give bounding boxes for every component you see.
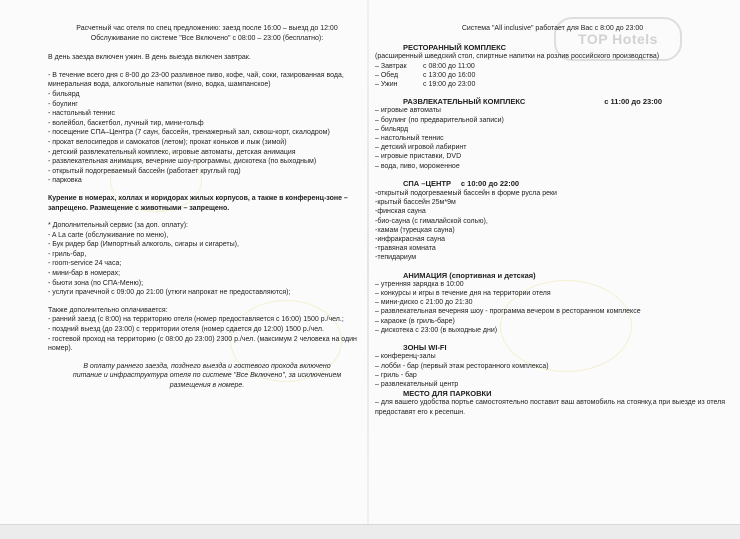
list-item: – настольный теннис xyxy=(375,135,444,143)
entertainment-title: РАЗВЛЕКАТЕЛЬНЫЙ КОМПЛЕКС xyxy=(403,97,526,107)
entertainment-header xyxy=(375,97,730,106)
list-item: - услуги прачечной с 09:00 до 21:00 (утюги напрокат не предоставляются); xyxy=(48,289,291,297)
wifi-list xyxy=(375,352,730,389)
list-item: - мини-бар в номерах; xyxy=(48,270,121,278)
meal-name: – Обед xyxy=(375,71,399,79)
list-item: - детский развлекательный комплекс, игровые автоматы, детская анимация xyxy=(48,148,296,156)
list-item: -хамам (турецкая сауна) xyxy=(375,226,455,234)
meal-time: с 19:00 до 23:00 xyxy=(423,81,476,89)
list-item: - гриль-бар, xyxy=(48,250,87,258)
list-item: -финская сауна xyxy=(375,208,426,216)
list-item: - бильярд xyxy=(48,90,80,98)
meal-name: – Ужин xyxy=(375,81,398,89)
list-item: - боулинг xyxy=(48,100,78,108)
meal-time: с 13:00 до 16:00 xyxy=(423,71,476,79)
restaurant-subtitle: (расширенный шведский стол, спиртные напитки на розлив российского производства) xyxy=(375,53,660,61)
list-item: – конкурсы и игры в течение дня на территории отеля xyxy=(375,290,551,298)
meal-row xyxy=(375,71,730,80)
intro-line: Обслуживание по системе "Все Включено" с 08:00 – 23:00 (бесплатно): xyxy=(90,34,324,42)
list-item: - волейбол, баскетбол, лучный тир, мини-гольф xyxy=(48,119,204,127)
entertainment-hours: с 11:00 до 23:00 xyxy=(604,97,662,107)
arrival-note: В день заезда включен ужин. В день выезда включен завтрак. xyxy=(48,54,251,62)
all-inclusive-hours: Система "All inclusive" работает для Вас с 8:00 до 23:00 xyxy=(461,25,644,32)
list-item: -инфракрасная сауна xyxy=(375,236,446,244)
list-item: - гостевой проход на территорию (с 08:00 до 23:00) 2300 р./чел. (максимум 2 человека на один номер). xyxy=(48,335,357,353)
list-item: - В течение всего дня с 8-00 до 23-00 разливное пиво, кофе, чай, соки, газированная вода, минеральная вода, алкогольные напитки (вино, водка, шампанское) xyxy=(48,71,344,89)
list-item: - парковка xyxy=(48,177,82,185)
list-item: - бьюти зона (по СПА-Меню); xyxy=(48,279,144,287)
list-item: - настольный теннис xyxy=(48,110,116,118)
list-item: – развлекательная вечерняя шоу - программа вечером в ресторанном комплексе xyxy=(375,308,641,316)
list-item: – развлекательный центр xyxy=(375,380,459,388)
left-column xyxy=(48,24,366,391)
list-item: -травяная комната xyxy=(375,245,436,253)
list-item: - развлекательная анимация, вечерние шоу-программы, дискотека (по выходным) xyxy=(48,158,317,166)
spa-title: СПА –ЦЕНТР xyxy=(403,178,451,188)
smoking-notice: Курение в номерах, холлах и коридорах жилых корпусов, а также в конференц-зоне – запрещено. Размещение с животными – запрещено. xyxy=(48,194,348,212)
restaurant-title: РЕСТОРАННЫЙ КОМПЛЕКС xyxy=(403,43,507,53)
list-item: - ранний заезд (с 8:00) на территорию отеля (номер предоставляется с 16:00) 1500 р./чел.; xyxy=(48,316,344,324)
list-item: - A La carte (обслуживание по меню), xyxy=(48,231,169,239)
list-item: - room-service 24 часа; xyxy=(48,260,122,268)
list-item: -био-сауна (с гималайской солью), xyxy=(375,217,488,225)
list-item: – гриль - бар xyxy=(375,371,417,379)
page-bottom-edge xyxy=(0,524,740,539)
meal-name: – Завтрак xyxy=(375,62,407,70)
list-item: -открытый подогреваемый бассейн в форме русла реки xyxy=(375,190,557,198)
list-item: – игровые приставки, DVD xyxy=(375,153,462,161)
included-list xyxy=(48,71,366,186)
spa-hours: с 10:00 до 22:00 xyxy=(460,178,520,188)
extra-services-list xyxy=(48,231,366,298)
parking-title: МЕСТО ДЛЯ ПАРКОВКИ xyxy=(403,389,492,399)
watermark-logo: TOP Hotels xyxy=(554,17,682,61)
intro-line: Расчетный час отеля по спец предложению: заезд после 16:00 – выезд до 12:00 xyxy=(76,25,338,32)
entertainment-list xyxy=(375,106,730,170)
parking-text: – для вашего удобства портье самостоятельно поставит ваш автомобиль на стоянку,а при выезде из отеля предоставят его к ресепшн. xyxy=(375,399,726,416)
meal-row xyxy=(375,62,730,71)
meal-row xyxy=(375,80,730,89)
list-item: – детский игровой лабиринт xyxy=(375,144,467,152)
list-item: - поздний выезд (до 23:00) с территории отеля (номер сдается до 12:00) 1500 р./чел. xyxy=(48,326,324,334)
list-item: – боулинг (по предварительной записи) xyxy=(375,116,504,124)
list-item: - Бук ридер бар (Импортный алкоголь, сигары и сигареты), xyxy=(48,241,239,249)
list-item: - прокат велосипедов и самокатов (летом); прокат коньков и лыж (зимой) xyxy=(48,138,287,146)
paid-services-title: Также дополнительно оплачивается: xyxy=(48,306,168,314)
list-item: – вода, пиво, мороженное xyxy=(375,162,460,170)
list-item: – игровые автоматы xyxy=(375,107,441,115)
list-item: -крытый бассейн 25м*9м xyxy=(375,199,456,207)
meals-list xyxy=(375,62,730,90)
footnote: В оплату раннего заезда, позднего выезда и гостевого прохода включено питание и инфраструктура отеля по системе "Все Включено", за исключением размещения в номере. xyxy=(72,362,342,389)
meal-time: с 08:00 до 11:00 xyxy=(423,62,475,70)
list-item: – караоке (в гриль-баре) xyxy=(375,317,455,325)
list-item: – бильярд xyxy=(375,125,409,133)
list-item: - посещение СПА–Центра (7 саун, бассейн, тренажерный зал, сквош-корт, скалодром) xyxy=(48,129,330,137)
list-item: – лобби - бар (первый этаж ресторанного комплекса) xyxy=(375,362,549,370)
wifi-title: ЗОНЫ WI-FI xyxy=(403,343,447,353)
list-item: – мини-диско с 21:00 до 21:30 xyxy=(375,299,473,307)
spa-list xyxy=(375,189,730,263)
page-fold xyxy=(367,0,369,524)
list-item: - открытый подогреваемый бассейн (работает круглый год) xyxy=(48,167,241,175)
animation-list xyxy=(375,280,730,335)
animation-title: АНИМАЦИЯ (спортивная и детская) xyxy=(403,270,536,280)
list-item: – утренняя зарядка в 10:00 xyxy=(375,280,464,288)
extra-services-title: * Дополнительный сервис (за доп. оплату): xyxy=(48,222,189,230)
list-item: – дискотека с 23:00 (в выходные дни) xyxy=(375,326,498,334)
spa-header xyxy=(375,179,730,189)
list-item: -тепидариум xyxy=(375,254,417,262)
list-item: – конференц-залы xyxy=(375,353,436,361)
paid-services-list xyxy=(48,315,366,353)
right-column xyxy=(375,24,730,417)
